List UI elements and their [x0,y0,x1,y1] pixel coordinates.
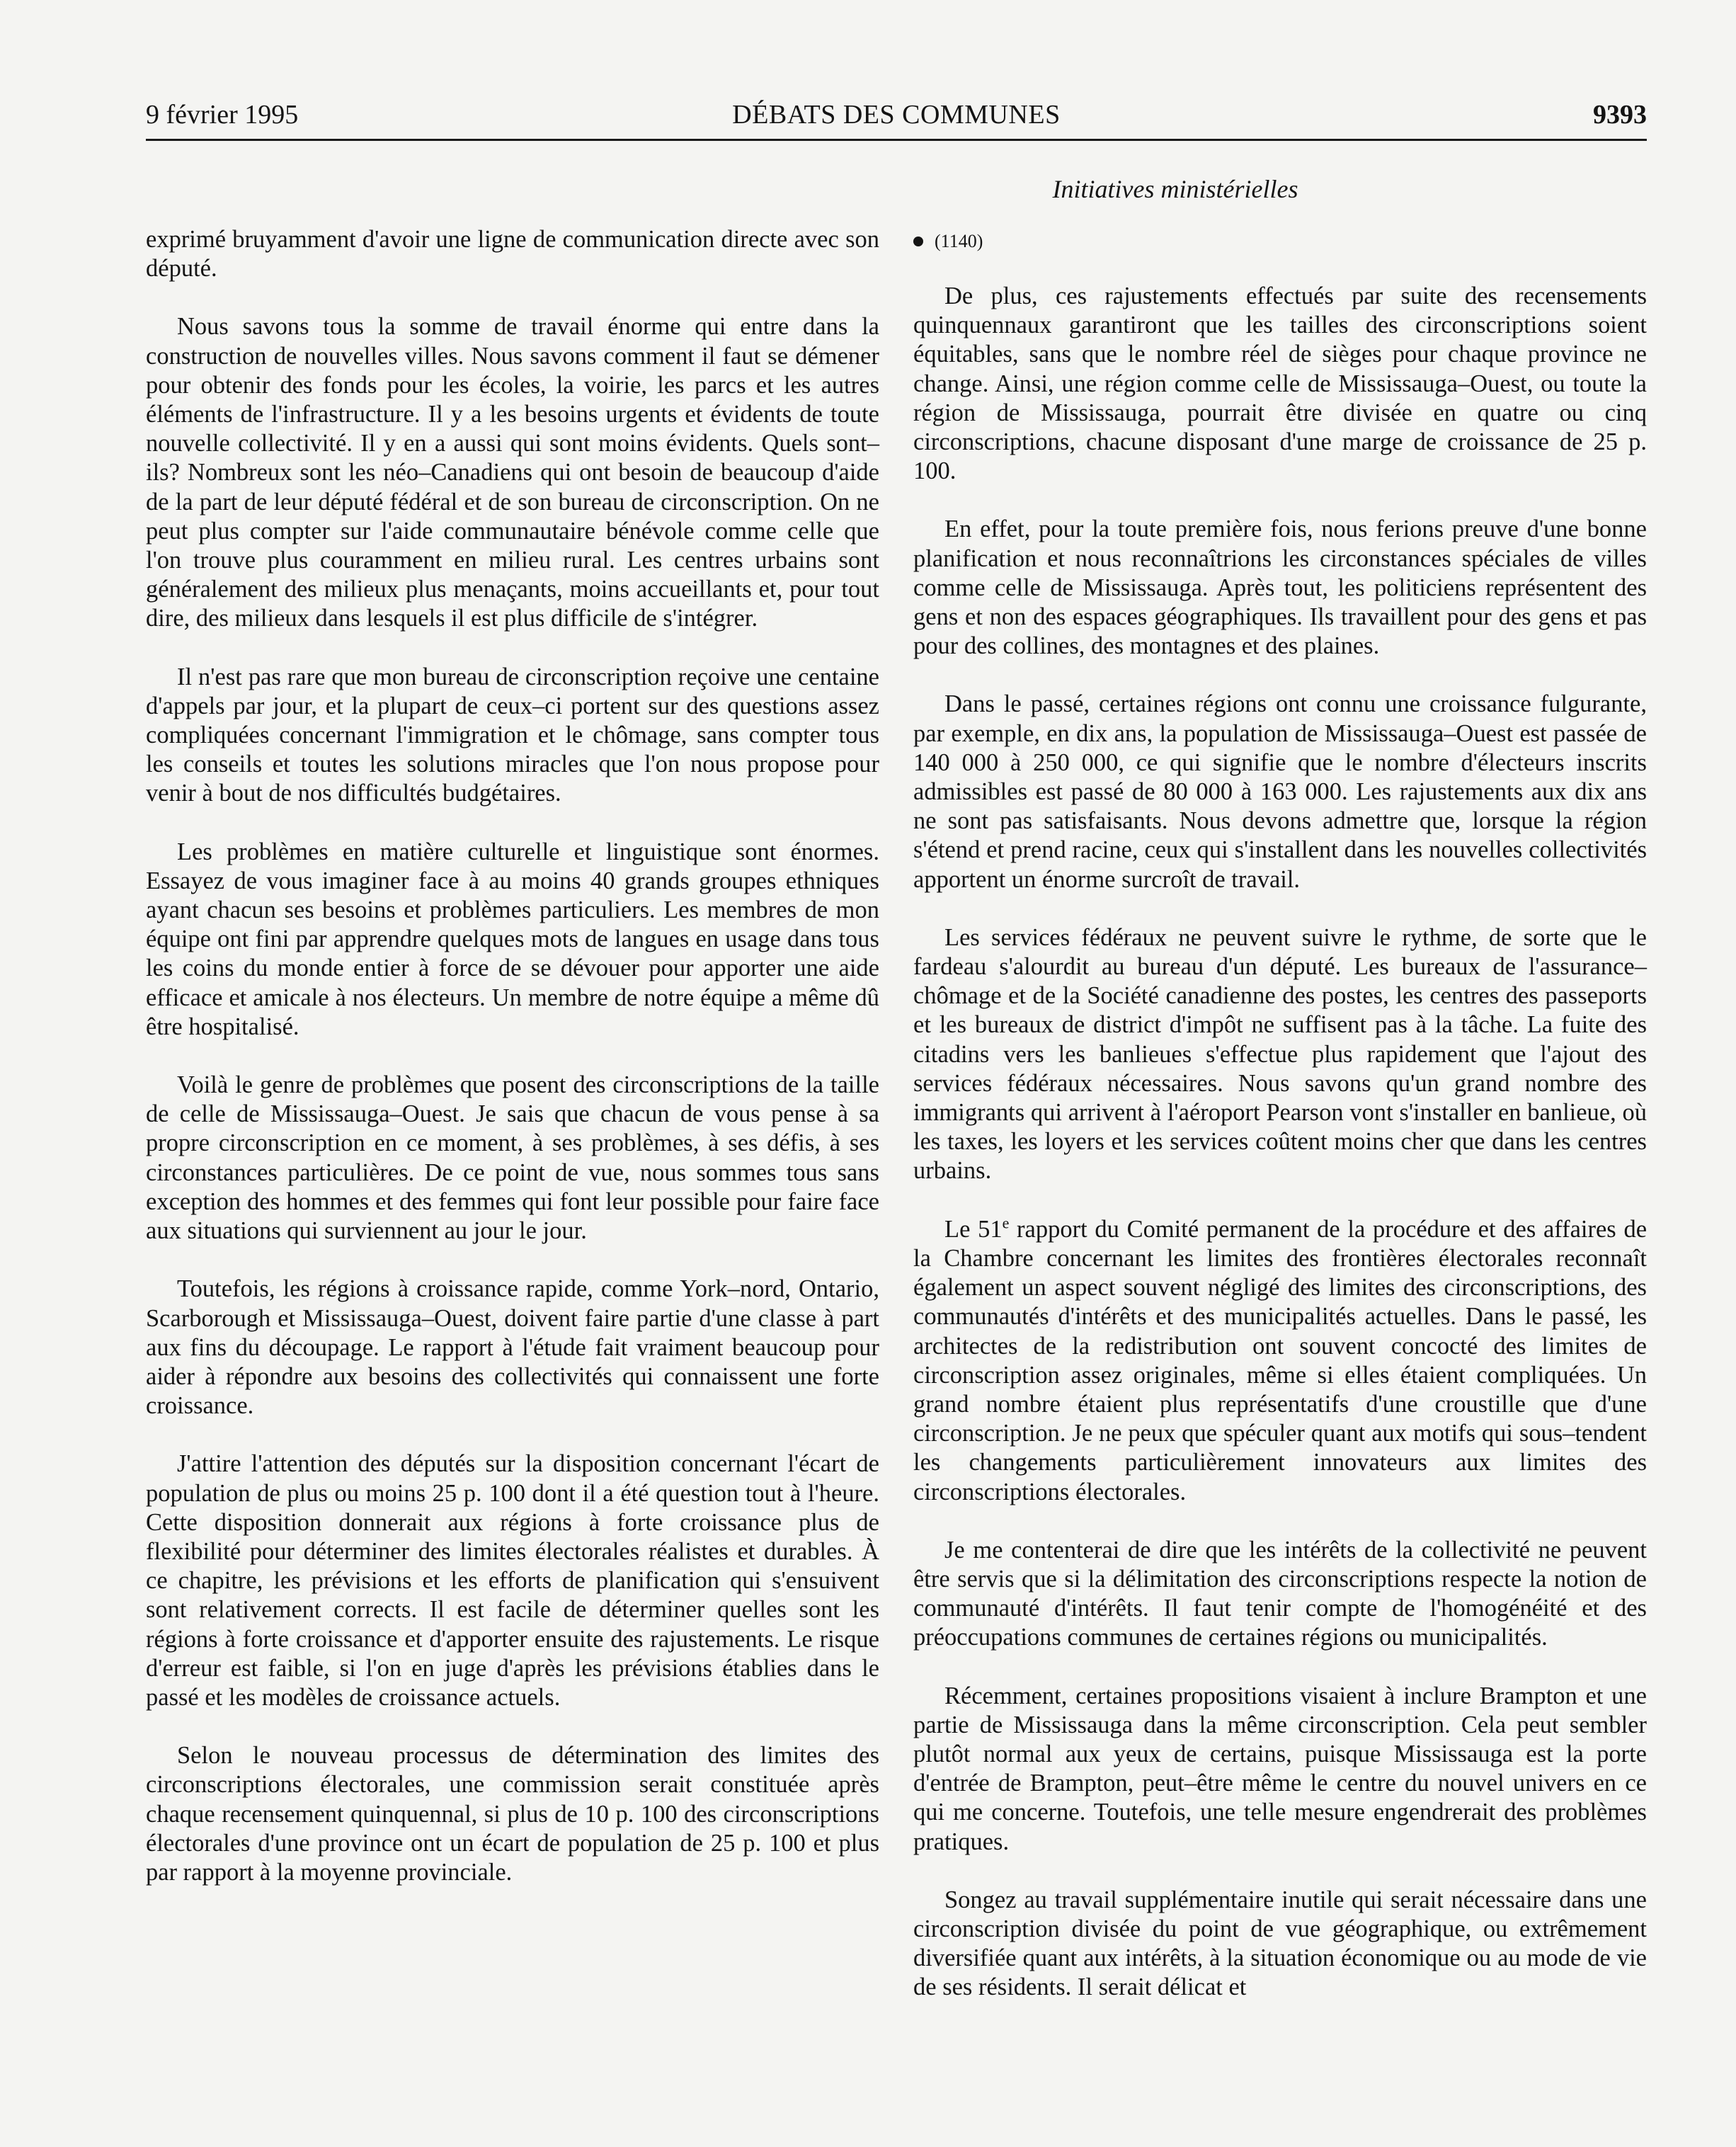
paragraph: De plus, ces rajustements effectués par suite des recensements quinquennaux garantiront que les tailles des circonscriptions soient équitables, sans que le nombre réel de sièges pour chaque province ne change. Ainsi, une région comme celle de Mississauga–Ouest, ou toute la région de Mississauga, pourrait être divisée en quatre ou cinq circonscriptions, chacune disposant d'une marge de croissance de 25 p. 100. [913,283,1647,485]
paragraph: Récemment, certaines propositions visaient à inclure Brampton et une partie de Mississauga dans la même circonscription. Cela peut sembler plutôt normal aux yeux de certains, puisque Mississauga est la porte d'entrée de Brampton, peut–être même le centre du nouvel univers en ce qui me concerne. Toutefois, une telle mesure engendrerait des problèmes pratiques. [913,1682,1647,1855]
paragraph: Songez au travail supplémentaire inutile qui serait nécessaire dans une circonscription divisée du point de vue géographique, ou extrêmement diversifiée quant aux intérêts, à la situation économique ou au mode de vie de ses résidents. Il serait délicat et [913,1886,1647,2001]
header-date: 9 février 1995 [146,100,299,130]
paragraph-51e-rapport [913,1215,1647,1507]
page-header [146,99,1647,142]
paragraph-text-rest: rapport du Comité permanent de la procédure et des affaires de la Chambre concernant les limites des frontières électorales reconnaît également un aspect souvent négligé des limites des circonscriptions, des communautés d'intérêts et des municipalités actuelles. Dans le passé, les architectes de la redistribution ont souvent concocté des limites de circonscription assez originales, même si elles étaient compliquées. Un grand nombre étaient plus représentatifs d'une croustille que d'une circonscription. Je ne peux que spéculer quant aux motifs qui sous–tendent les changements particulièrement innovateurs aux limites des circonscriptions électorales. [913,1215,1648,1505]
paragraph: Les services fédéraux ne peuvent suivre le rythme, de sorte que le fardeau s'alourdit au bureau d'un député. Les bureaux de l'assurance–chômage et de la Société canadienne des postes, les centres des passeports et les bureaux de district d'impôt ne suffisent pas à la tâche. La fuite des citadins vers les banlieues s'effectue plus rapidement que l'ajout des services fédéraux nécessaires. Nous savons qu'un grand nombre des immigrants qui arrivent à l'aéroport Pearson vont s'installer en banlieue, où les taxes, les loyers et les services coûtent moins cher que dans les centres urbains. [913,923,1647,1185]
paragraph: Dans le passé, certaines régions ont connu une croissance fulgurante, par exemple, en dix ans, la population de Mississauga–Ouest est passée de 140 000 à 250 000, ce qui signifie que le nombre d'électeurs inscrits admissibles est passé de 80 000 à 163 000. Les rajustements aux dix ans ne sont pas satisfaisants. Nous devons admettre que, lorsque la région s'étend et prend racine, ceux qui s'installent dans les nouvelles collectivités apportent un énorme surcroît de travail. [913,690,1647,893]
paragraph: Voilà le genre de problèmes que posent des circonscriptions de la taille de celle de Mississauga–Ouest. Je sais que chacun de vous pense à sa propre circonscription en ce moment, à ses problèmes, à ses défis, à ses circonstances particulières. De ce point de vue, nous sommes tous sans exception des hommes et des femmes qui font leur possible pour faire face aux situations qui surviennent au jour le jour. [146,1071,879,1245]
bullet-icon [913,237,923,246]
paragraph: J'attire l'attention des députés sur la disposition concernant l'écart de population de plus ou moins 25 p. 100 dont il a été question tout à l'heure. Cette disposition donnerait aux régions à forte croissance plus de flexibilité pour déterminer des limites électorales réalistes et durables. À ce chapitre, les prévisions et les efforts de planification qui s'ensuivent sont relativement corrects. Il est facile de déterminer quelles sont les régions à forte croissance et d'apporter ensuite des rajustements. Le risque d'erreur est faible, si l'on en juge d'après les prévisions établies dans le passé et les modèles de croissance actuels. [146,1450,879,1711]
ordinal-superscript: e [1002,1214,1010,1232]
time-marker-text: (1140) [935,231,983,251]
paragraph: exprimé bruyamment d'avoir une ligne de communication directe avec son député. [146,226,879,283]
paragraph: Toutefois, les régions à croissance rapide, comme York–nord, Ontario, Scarborough et Mississauga–Ouest, doivent faire partie d'une classe à part aux fins du découpage. Le rapport à l'étude fait vraiment beaucoup pour aider à répondre aux besoins des collectivités qui connaissent une forte croissance. [146,1275,879,1420]
paragraph: Les problèmes en matière culturelle et linguistique sont énormes. Essayez de vous imaginer face à au moins 40 grands groupes ethniques ayant chacun ses besoins et problèmes particuliers. Les membres de mon équipe ont fini par apprendre quelques mots de langues en usage dans tous les coins du monde entier à force de se dévouer pour apporter une aide efficace et amicale à nos électeurs. Un membre de notre équipe a même dû être hospitalisé. [146,838,879,1040]
paragraph: Il n'est pas rare que mon bureau de circonscription reçoive une centaine d'appels par jour, et la plupart de ceux–ci portent sur des questions assez compliquées concernant l'immigration et le chômage, sans compter tous les conseils et toutes les solutions miracles que l'on nous propose pour venir à bout de nos difficultés budgétaires. [146,663,879,807]
time-marker [913,231,1647,252]
section-label: Initiatives ministérielles [1052,175,1298,203]
paragraph: En effet, pour la toute première fois, nous ferions preuve d'une bonne planification et nous reconnaîtrions les circonstances spéciales de villes comme celle de Mississauga. Après tout, les politiciens représentent des gens et non des espaces géographiques. Ils travaillent pour des gens et pas pour des collines, des montagnes et des plaines. [913,516,1647,660]
header-rule [146,139,1647,141]
header-page-number: 9393 [1593,100,1647,130]
left-column [146,225,879,1916]
paragraph: Nous savons tous la somme de travail énorme qui entre dans la construction de nouvelles villes. Nous savons comment il faut se démener pour obtenir des fonds pour les écoles, la voirie, les parcs et les autres éléments de l'infrastructure. Il y a les besoins urgents et évidents de toute nouvelle collectivité. Il y en a aussi qui sont moins évidents. Quels sont–ils? Nombreux sont les néo–Canadiens qui ont besoin de beaucoup d'aide de la part de leur député fédéral et de son bureau de circonscription. On ne peut plus compter sur l'aide communautaire bénévole comme celle que l'on trouve plus couramment en milieu rural. Les centres urbains sont généralement des milieux plus menaçants, moins accueillants et, pour tout dire, des milieux dans lesquels il est plus difficile de s'intégrer. [146,313,879,632]
paragraph: Selon le nouveau processus de détermination des limites des circonscriptions électorales, une commission serait constituée après chaque recensement quinquennal, si plus de 10 p. 100 des circonscriptions électorales d'une province ont un écart de population de 25 p. 100 et plus par rapport à la moyenne provinciale. [146,1742,879,1886]
paragraph: Je me contenterai de dire que les intérêts de la collectivité ne peuvent être servis que si la délimitation des circonscriptions respecte la notion de communauté d'intérêts. Il faut tenir compte de l'homogénéité et des préoccupations communes de certaines régions ou municipalités. [913,1536,1647,1651]
header-title: DÉBATS DES COMMUNES [732,100,1061,130]
paragraph-text-start: Le 51 [944,1215,1003,1243]
right-column [913,225,1647,2032]
